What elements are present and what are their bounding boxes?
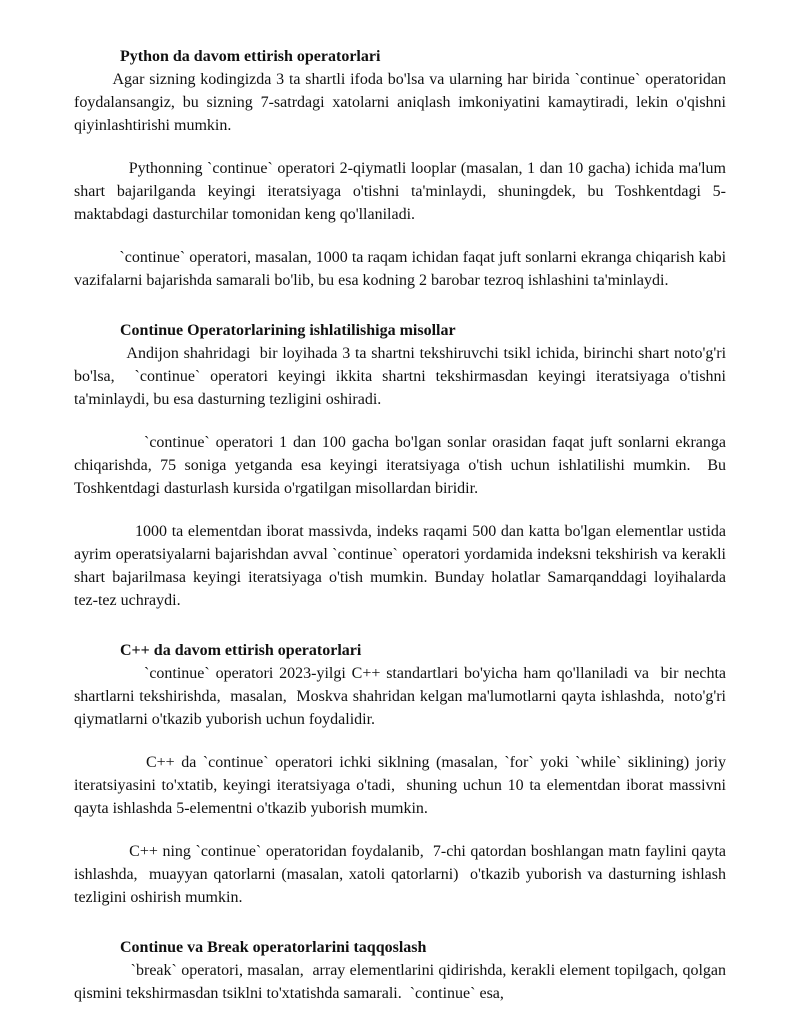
paragraph: 1000 ta elementdan iborat massivda, indeks raqami 500 dan katta bo'lgan elementlar ustida ayrim operatsiyalarni bajarishdan avval `continue` operatori yordamida indeksni tekshirish va kerakli shart bajarilmasa keyingi iteratsiyaga o'tish mumkin. Bunday holatlar Samarqanddagi loyihalarda tez-tez uchraydi. (74, 523, 731, 609)
paragraph: C++ da `continue` operatori ichki siklning (masalan, `for` yoki `while` siklining) joriy iteratsiyasini to'xtatib, keyingi iteratsiyaga o'tadi, shuning uchun 10 ta elementdan iborat massivni qayta ishlashda 5-elementni o'tkazib yuborish mumkin. (74, 754, 731, 817)
section-examples (74, 320, 731, 612)
paragraph: `continue` operatori, masalan, 1000 ta raqam ichidan faqat juft sonlarni ekranga chiqarish kabi vazifalarni bajarishda samarali bo'lib, bu esa kodning 2 barobar tezroq ishlashini ta'minlaydi. (74, 249, 731, 289)
section-python (74, 46, 731, 292)
paragraph: Pythonning `continue` operatori 2-qiymatli looplar (masalan, 1 dan 10 gacha) ichida ma'lum shart bajarilganda keyingi iteratsiyaga o'tishni ta'minlaydi, shuningdek, bu Toshkentdagi 5-maktabdagi dasturchilar tomonidan keng qo'llaniladi. (74, 160, 731, 223)
document-page (74, 46, 731, 1025)
section-heading: C++ da davom ettirish operatorlari (120, 642, 362, 659)
paragraph: Agar sizning kodingizda 3 ta shartli ifoda bo'lsa va ularning har birida `continue` operatoridan foydalansangiz, bu sizning 7-satrdagi xatolarni aniqlash imkoniyatini kamaytiradi, lekin o'qishni qiyinlashtirishi mumkin. (74, 71, 731, 134)
section-cpp (74, 640, 731, 909)
section-continue-vs-break (74, 937, 731, 1005)
paragraph: `break` operatori, masalan, array elementlarini qidirishda, kerakli element topilgach, qolgan qismini tekshirmasdan tsiklni to'xtatishda samarali. `continue` esa, (74, 962, 731, 1002)
paragraph: Andijon shahridagi bir loyihada 3 ta shartni tekshiruvchi tsikl ichida, birinchi shart noto'g'ri bo'lsa, `continue` operatori keyingi ikkita shartni tekshirmasdan keyingi iteratsiyaga o'tishni ta'minlaydi, bu esa dasturning tezligini oshiradi. (74, 345, 731, 408)
section-heading: Continue va Break operatorlarini taqqoslash (120, 939, 427, 956)
paragraph: `continue` operatori 1 dan 100 gacha bo'lgan sonlar orasidan faqat juft sonlarni ekranga chiqarishda, 75 soniga yetganda esa keyingi iteratsiyaga o'tish uchun ishlatilishi mumkin. Bu Toshkentdagi dasturlash kursida o'rgatilgan misollardan biridir. (74, 434, 731, 497)
paragraph: C++ ning `continue` operatoridan foydalanib, 7-chi qatordan boshlangan matn faylini qayta ishlashda, muayyan qatorlarni (masalan, xatoli qatorlarni) o'tkazib yuborish va dasturning ishlash tezligini oshirish mumkin. (74, 843, 730, 906)
section-heading: Python da davom ettirish operatorlari (120, 48, 381, 65)
paragraph: `continue` operatori 2023-yilgi C++ standartlari bo'yicha ham qo'llaniladi va bir nechta shartlarni tekshirishda, masalan, Moskva shahridan kelgan ma'lumotlarni qayta ishlashda, noto'g'ri qiymatlarni o'tkazib yuborish uchun foydalidir. (74, 665, 730, 728)
section-heading: Continue Operatorlarining ishlatilishiga misollar (120, 322, 456, 339)
